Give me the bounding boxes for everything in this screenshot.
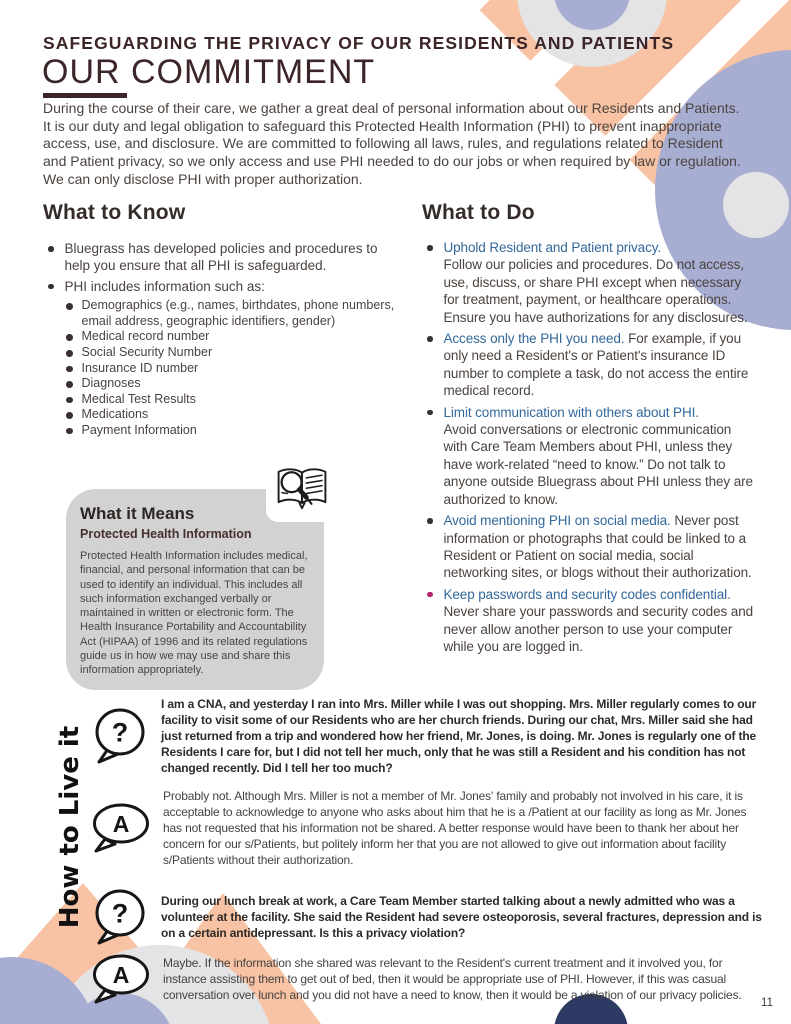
answer-bubble-icon (90, 802, 150, 854)
svg-text:?: ? (111, 898, 129, 929)
do-item-lead: Limit communication with others about PHI. (443, 404, 699, 420)
do-item-rest: Never post information or photographs that could be linked to a Resident or Patient on social media, social networking sites, or blogs without their authorization. (443, 513, 752, 581)
know-sub-item (64, 361, 399, 377)
know-sub-item (64, 407, 399, 423)
know-item (43, 240, 399, 275)
how-to-live-it-heading: How to Live it (55, 725, 85, 929)
do-item (422, 239, 756, 326)
intro-paragraph: During the course of their care, we gather a great deal of personal information about our Residents and Patients. It is our duty and legal obligation to safeguard this Protected Health Information (PHI) to prevent inappropriate access, use, and disclosure. We are committed to following all laws, rules, and regulations related to Resident and Patient privacy, so we only access and use PHI needed to do our jobs or when required by law or regulation. We can only disclose PHI with proper authorization. (43, 100, 741, 187)
sub-bullet-dot (66, 397, 73, 404)
do-item-lead: Keep passwords and security codes confidential. (443, 586, 731, 602)
do-item-rest: Never share your passwords and security codes and never allow another person to use your computer while you are logged in. (443, 604, 754, 654)
sub-bullet-dot (66, 412, 73, 419)
bullet-dot (48, 246, 54, 252)
know-sub-item (64, 423, 399, 439)
know-sub-item-text: Medications (81, 407, 149, 422)
qa-answer-text: Maybe. If the information she shared was relevant to the Resident's current treatment and it involved you, for instance assisting them to get out of bed, then it would be appropriate use of PHI. However, if this was casual conversation over lunch and you did not have a need to know, then it would be a violation of our privacy policies. (163, 956, 742, 1002)
know-sub-item-text: Demographics (e.g., names, birthdates, phone numbers, email address, geographic identifiers, gender) (81, 298, 395, 328)
know-item (43, 278, 399, 295)
bullet-dot (427, 518, 433, 524)
svg-text:?: ? (111, 717, 129, 748)
do-item-text (444, 586, 757, 656)
do-item-rest: For example, if you only need a Resident's or Patient's insurance ID number to complete a task, do not access the entire medical record. (443, 331, 749, 399)
bullet-dot (427, 336, 433, 342)
qa-bubble (90, 707, 148, 765)
title-underline (43, 93, 127, 98)
know-sub-list (64, 298, 399, 438)
page-title: OUR COMMITMENT (42, 53, 376, 91)
bullet-dot (427, 245, 433, 251)
qa-row-question (90, 696, 762, 776)
sub-bullet-dot (66, 381, 73, 388)
what-to-know-heading: What to Know (43, 201, 186, 224)
bullet-dot (427, 592, 433, 598)
know-sub-item (64, 298, 399, 329)
do-item-rest: Follow our policies and procedures. Do not access, use, discuss, or share PHI except when necessary for treatment, payment, or healthcare operations. Ensure you have authorizations for any disclosures. (443, 257, 748, 325)
know-sub-item (64, 392, 399, 408)
what-to-do-list (422, 239, 756, 659)
know-sub-item (64, 345, 399, 361)
know-sub-item-text: Medical record number (81, 329, 210, 344)
sub-bullet-dot (66, 428, 73, 435)
what-to-know-list (43, 240, 399, 439)
page-number: 11 (761, 997, 773, 1009)
do-item (422, 330, 756, 400)
sub-bullet-dot (66, 334, 73, 341)
do-item (422, 512, 756, 582)
know-sub-item-text: Social Security Number (81, 345, 213, 359)
qa-row-answer (90, 953, 762, 1005)
do-item-rest: Avoid conversations or electronic communication with Care Team Members about PHI, unless they have work-related “need to know.” Do not talk to anyone outside Bluegrass about PHI unless they are authorized to know. (443, 422, 753, 507)
svg-text:A: A (112, 811, 130, 837)
do-item-lead: Access only the PHI you need. (443, 331, 625, 347)
bullet-dot (427, 410, 433, 416)
qa-answer-text: Probably not. Although Mrs. Miller is not a member of Mr. Jones' family and probably not involved in his care, it is acceptable to acknowledge to anyone who asks about him that he is a /Patient at our facility as long as Mr. Jones has not requested that his information not be shared. A better response would have been to thank her about her concern for our s/Patients, but politely inform her that you are not allowed to give out information about facility s/Patients without their authorization. (163, 789, 747, 867)
know-sub-item-text: Diagnoses (81, 376, 141, 391)
know-sub-item (64, 329, 399, 345)
question-bubble-icon (92, 707, 146, 765)
what-it-means-body: Protected Health Information includes medical, financial, and personal information that can be used to identify an individual. This includes all such information exchanged verbally or maintained in written or electronic form. The Health Insurance Portability and Accountability Act (HIPAA) of 1996 and its related regulations guide us in how we may use and share this information appropriately. (80, 550, 308, 677)
do-item (422, 586, 756, 656)
do-item (422, 404, 756, 508)
qa-row-answer (90, 788, 762, 868)
qa-bubble (90, 953, 150, 1005)
qa-bubble (90, 888, 148, 946)
qa-bubble (90, 802, 150, 854)
know-item-text: Bluegrass has developed policies and procedures to help you ensure that all PHI is safeguarded. (64, 241, 378, 274)
book-magnifier-icon (266, 458, 338, 522)
qa-row-question (90, 888, 762, 946)
what-it-means-heading: What it Means (80, 504, 195, 523)
know-sub-item-text: Medical Test Results (81, 391, 196, 406)
svg-text:A: A (112, 962, 130, 988)
know-sub-item-text: Insurance ID number (81, 360, 199, 375)
what-to-do-heading: What to Do (422, 201, 535, 224)
do-item-text (444, 512, 757, 582)
answer-bubble-icon (90, 953, 150, 1005)
do-item-text (444, 404, 757, 508)
know-item-text: PHI includes information such as: (64, 278, 265, 294)
question-bubble-icon (92, 888, 146, 946)
do-item-lead: Avoid mentioning PHI on social media. (443, 513, 671, 529)
know-sub-item-text: Payment Information (81, 422, 197, 437)
page-kicker: SAFEGUARDING THE PRIVACY OF OUR RESIDENTS AND PATIENTS (43, 33, 675, 53)
sub-bullet-dot (66, 366, 73, 373)
do-item-text (444, 330, 757, 400)
do-item-lead: Uphold Resident and Patient privacy. (443, 240, 662, 255)
lavender-dot-decoration (554, 0, 630, 30)
know-sub-item (64, 376, 399, 392)
bullet-dot (48, 284, 54, 290)
qa-question-text: I am a CNA, and yesterday I ran into Mrs. Miller while I was out shopping. Mrs. Miller regularly comes to our facility to visit some of our Residents who are her church friends. During our chat, Mrs. Miller said she had just returned from a trip and wondered how her friend, Mr. Jones, is doing. Mr. Jones is regularly one of the Residents I care for, but I did not tell her much, only that he was still a Resident and his condition has not changed recently. Did I tell her too much? (161, 697, 757, 775)
sub-bullet-dot (66, 350, 73, 357)
qa-question-text: During our lunch break at work, a Care Team Member started talking about a newly admitted who was a volunteer at the facility. She said the Resident had severe osteoporosis, several fractures, depression and is on a certain antidepressant. Is this a privacy violation? (161, 894, 762, 940)
what-it-means-subheading: Protected Health Information (80, 527, 252, 541)
sub-bullet-dot (66, 303, 73, 310)
qa-list (90, 696, 762, 1005)
do-item-text (444, 239, 757, 326)
